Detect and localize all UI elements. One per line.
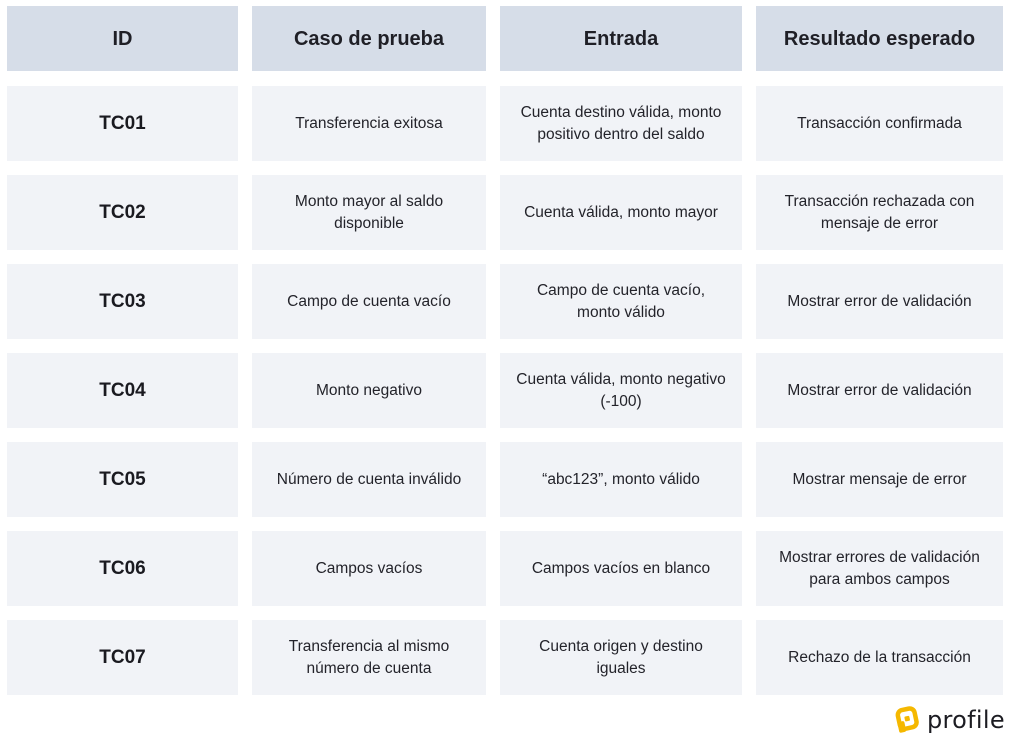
- row-5-entrada: “abc123”, monto válido: [500, 442, 742, 517]
- row-3-entrada: Campo de cuenta vacío, monto válido: [500, 264, 742, 339]
- row-1-caso: Transferencia exitosa: [252, 86, 486, 161]
- row-7-resultado: Rechazo de la transacción: [756, 620, 1003, 695]
- row-1-resultado: Transacción confirmada: [756, 86, 1003, 161]
- row-2-caso: Monto mayor al saldo disponible: [252, 175, 486, 250]
- row-6-id: TC06: [7, 531, 238, 606]
- row-1-entrada: Cuenta destino válida, monto positivo dentro del saldo: [500, 86, 742, 161]
- header-caso-de-prueba: Caso de prueba: [252, 6, 486, 71]
- row-2-id: TC02: [7, 175, 238, 250]
- row-2-entrada: Cuenta válida, monto mayor: [500, 175, 742, 250]
- profile-logo-text: profile: [927, 706, 1005, 734]
- row-7-id: TC07: [7, 620, 238, 695]
- row-4-entrada: Cuenta válida, monto negativo (-100): [500, 353, 742, 428]
- row-3-id: TC03: [7, 264, 238, 339]
- row-5-caso: Número de cuenta inválido: [252, 442, 486, 517]
- header-resultado-esperado: Resultado esperado: [756, 6, 1003, 71]
- row-7-caso: Transferencia al mismo número de cuenta: [252, 620, 486, 695]
- row-5-id: TC05: [7, 442, 238, 517]
- header-id: ID: [7, 6, 238, 71]
- row-3-caso: Campo de cuenta vacío: [252, 264, 486, 339]
- row-5-resultado: Mostrar mensaje de error: [756, 442, 1003, 517]
- profile-logo: [894, 704, 1005, 736]
- row-3-resultado: Mostrar error de validación: [756, 264, 1003, 339]
- row-6-caso: Campos vacíos: [252, 531, 486, 606]
- row-4-resultado: Mostrar error de validación: [756, 353, 1003, 428]
- row-1-id: TC01: [7, 86, 238, 161]
- row-4-caso: Monto negativo: [252, 353, 486, 428]
- row-4-id: TC04: [7, 353, 238, 428]
- row-6-resultado: Mostrar errores de validación para ambos campos: [756, 531, 1003, 606]
- profile-logo-icon: [894, 706, 922, 734]
- row-7-entrada: Cuenta origen y destino iguales: [500, 620, 742, 695]
- header-entrada: Entrada: [500, 6, 742, 71]
- row-2-resultado: Transacción rechazada con mensaje de error: [756, 175, 1003, 250]
- row-6-entrada: Campos vacíos en blanco: [500, 531, 742, 606]
